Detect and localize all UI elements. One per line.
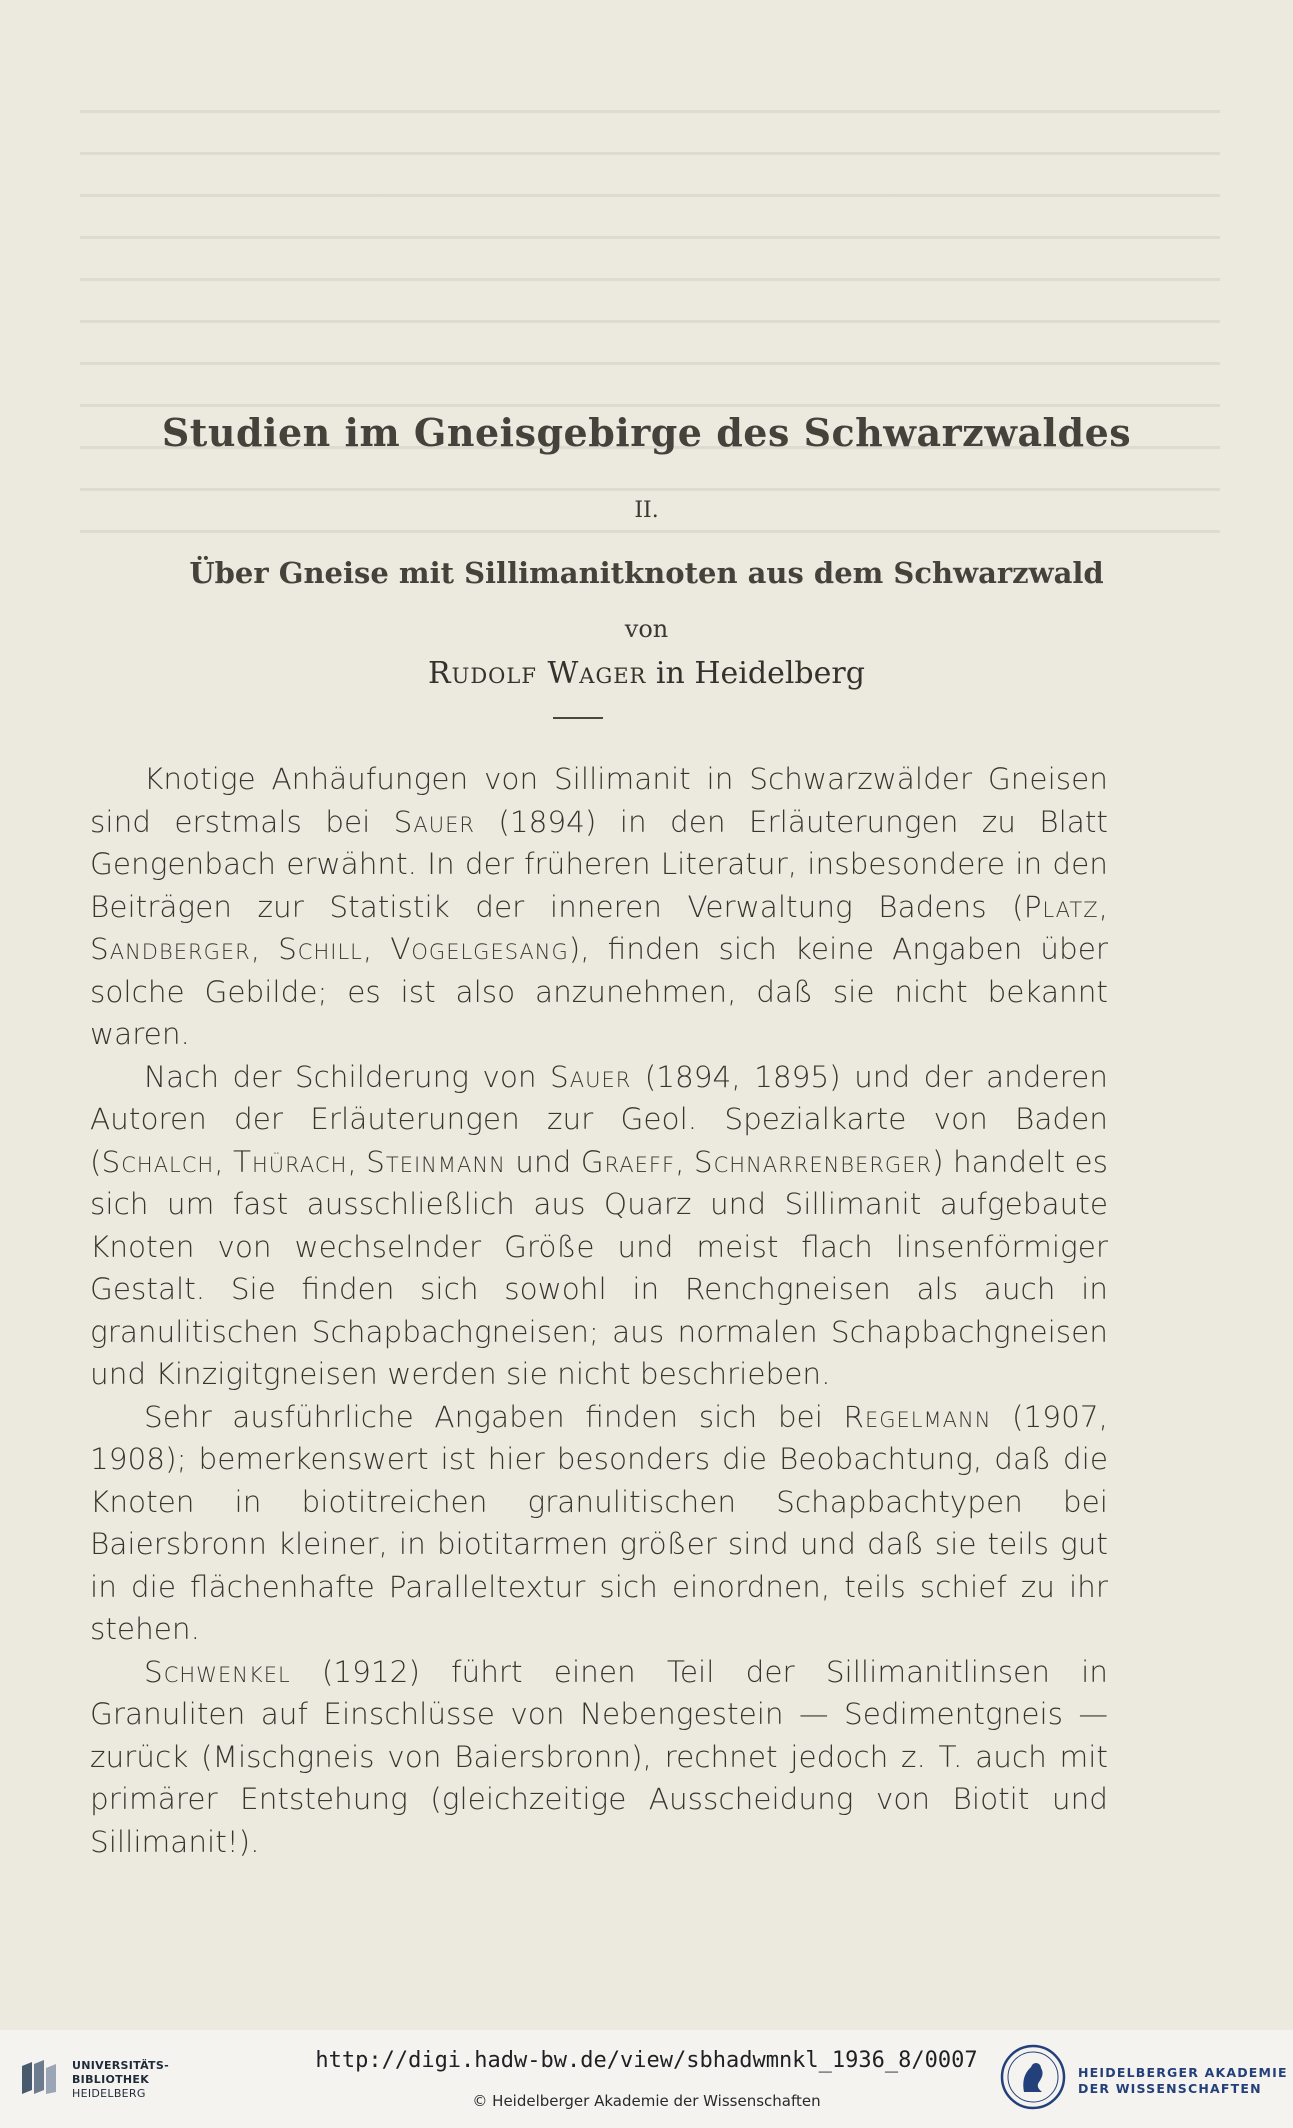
text-run: , (347, 1144, 367, 1179)
text-run: ) handelt es sich um fast ausschließlich aus Quarz und Sillimanit aufgebaute Knoten von wechselnder Größe und meist flach linsenförmiger Gestalt. Sie finden sich sowohl in Renchgneisen als auch in granulitischen Schapbachgneisen; aus normalen Schapbachgneisen und Kinzigitgneisen werden sie nicht beschrieben. (90, 1144, 1108, 1391)
paragraph-3 (90, 1396, 1108, 1651)
text-run: Nach der Schilderung von (144, 1059, 551, 1094)
cited-author: Thürach (233, 1144, 348, 1179)
text-run: (1894) in den Erläuterungen zu Blatt Gengenbach erwähnt. In der früheren Literatur, insbesondere in den Beiträgen zur Statistik der inneren Verwaltung Badens ( (90, 804, 1108, 924)
text-run: , (214, 1144, 233, 1179)
academy-line-1: HEIDELBERGER AKADEMIE (1078, 2065, 1288, 2080)
text-run: (1912) führt einen Teil der Sillimanitlinsen in Granuliten auf Einschlüsse von Nebengestein — Sedimentgneis — zurück (Mischgneis von Baiersbronn), rechnet jedoch z. T. auch mit primärer Entstehung (gleichzeitige Ausscheidung von Biotit und Sillimanit!). (90, 1654, 1108, 1859)
cited-author: Platz (1023, 889, 1099, 924)
cited-author: Sandberger (90, 932, 251, 966)
text-run: , (362, 932, 391, 966)
text-run: , (675, 1144, 694, 1179)
viewer-footer (0, 2030, 1293, 2128)
text-run: Sehr ausführliche Angaben finden sich bei (144, 1399, 844, 1434)
article-title: Studien im Gneisgebirge des Schwarzwaldes (161, 410, 1132, 455)
paragraph-2 (90, 1056, 1108, 1396)
cited-author: Vogelgesang (390, 932, 569, 966)
text-run: (1894, 1895) und der anderen Autoren der Erläuterungen zur Geol. Spezialkarte von Baden ( (90, 1059, 1108, 1179)
title-divider (553, 717, 603, 719)
cited-author: Schill (278, 932, 363, 966)
text-run: , (1098, 889, 1108, 924)
part-number: II. (634, 498, 659, 523)
academy-line-2: DER WISSENSCHAFTEN (1078, 2081, 1262, 2096)
ub-line-3: HEIDELBERG (72, 2087, 146, 2100)
author-place: in Heidelberg (655, 656, 865, 691)
academy-seal-icon (1000, 2044, 1066, 2110)
text-run: (1907, 1908); bemerkenswert ist hier besonders die Beobachtung, daß die Knoten in biotitreichen granulitischen Schapbachtypen bei Baiersbronn kleiner, in biotitarmen größer sind und daß sie teils gut in die flächenhafte Paralleltextur sich einordnen, teils schief zu ihr stehen. (90, 1399, 1108, 1646)
article-subtitle: Über Gneise mit Sillimanitknoten aus dem Schwarzwald (189, 556, 1104, 590)
ub-line-1: UNIVERSITÄTS- (72, 2059, 169, 2072)
paragraph-4 (90, 1651, 1108, 1864)
ub-line-2: BIBLIOTHEK (72, 2073, 150, 2086)
copyright-notice: © Heidelberger Akademie der Wissenschaften (472, 2092, 821, 2110)
cited-author: Graeff (580, 1144, 676, 1179)
cited-author: Steinmann (366, 1144, 506, 1179)
text-run: und (505, 1144, 581, 1179)
cited-author: Schalch (101, 1144, 215, 1179)
cited-author: Sauer (393, 804, 475, 839)
cited-author: Regelmann (843, 1399, 992, 1434)
cited-author: Sauer (550, 1059, 632, 1094)
permalink-url[interactable]: http://digi.hadw-bw.de/view/sbhadwmnkl_1936_8/0007 (315, 2048, 978, 2073)
byline-von: von (624, 615, 669, 643)
academy-name (1078, 2065, 1288, 2097)
paragraph-1 (90, 758, 1108, 1056)
text-run: Knotige Anhäufungen von Sillimanit in Schwarzwälder Gneisen sind erstmals bei (90, 762, 1108, 839)
text-run: ), finden sich keine Angaben über solche Gebilde; es ist also anzunehmen, daß sie nicht bekannt waren. (90, 932, 1108, 1051)
bleed-through-texture (80, 80, 1220, 560)
author-name: Rudolf Wager (428, 656, 647, 691)
body-text (90, 758, 1108, 1863)
text-run: , (250, 932, 279, 966)
author-line (0, 656, 1293, 691)
cited-author: Schnarrenberger (693, 1144, 933, 1179)
cited-author: Schwenkel (144, 1654, 291, 1689)
